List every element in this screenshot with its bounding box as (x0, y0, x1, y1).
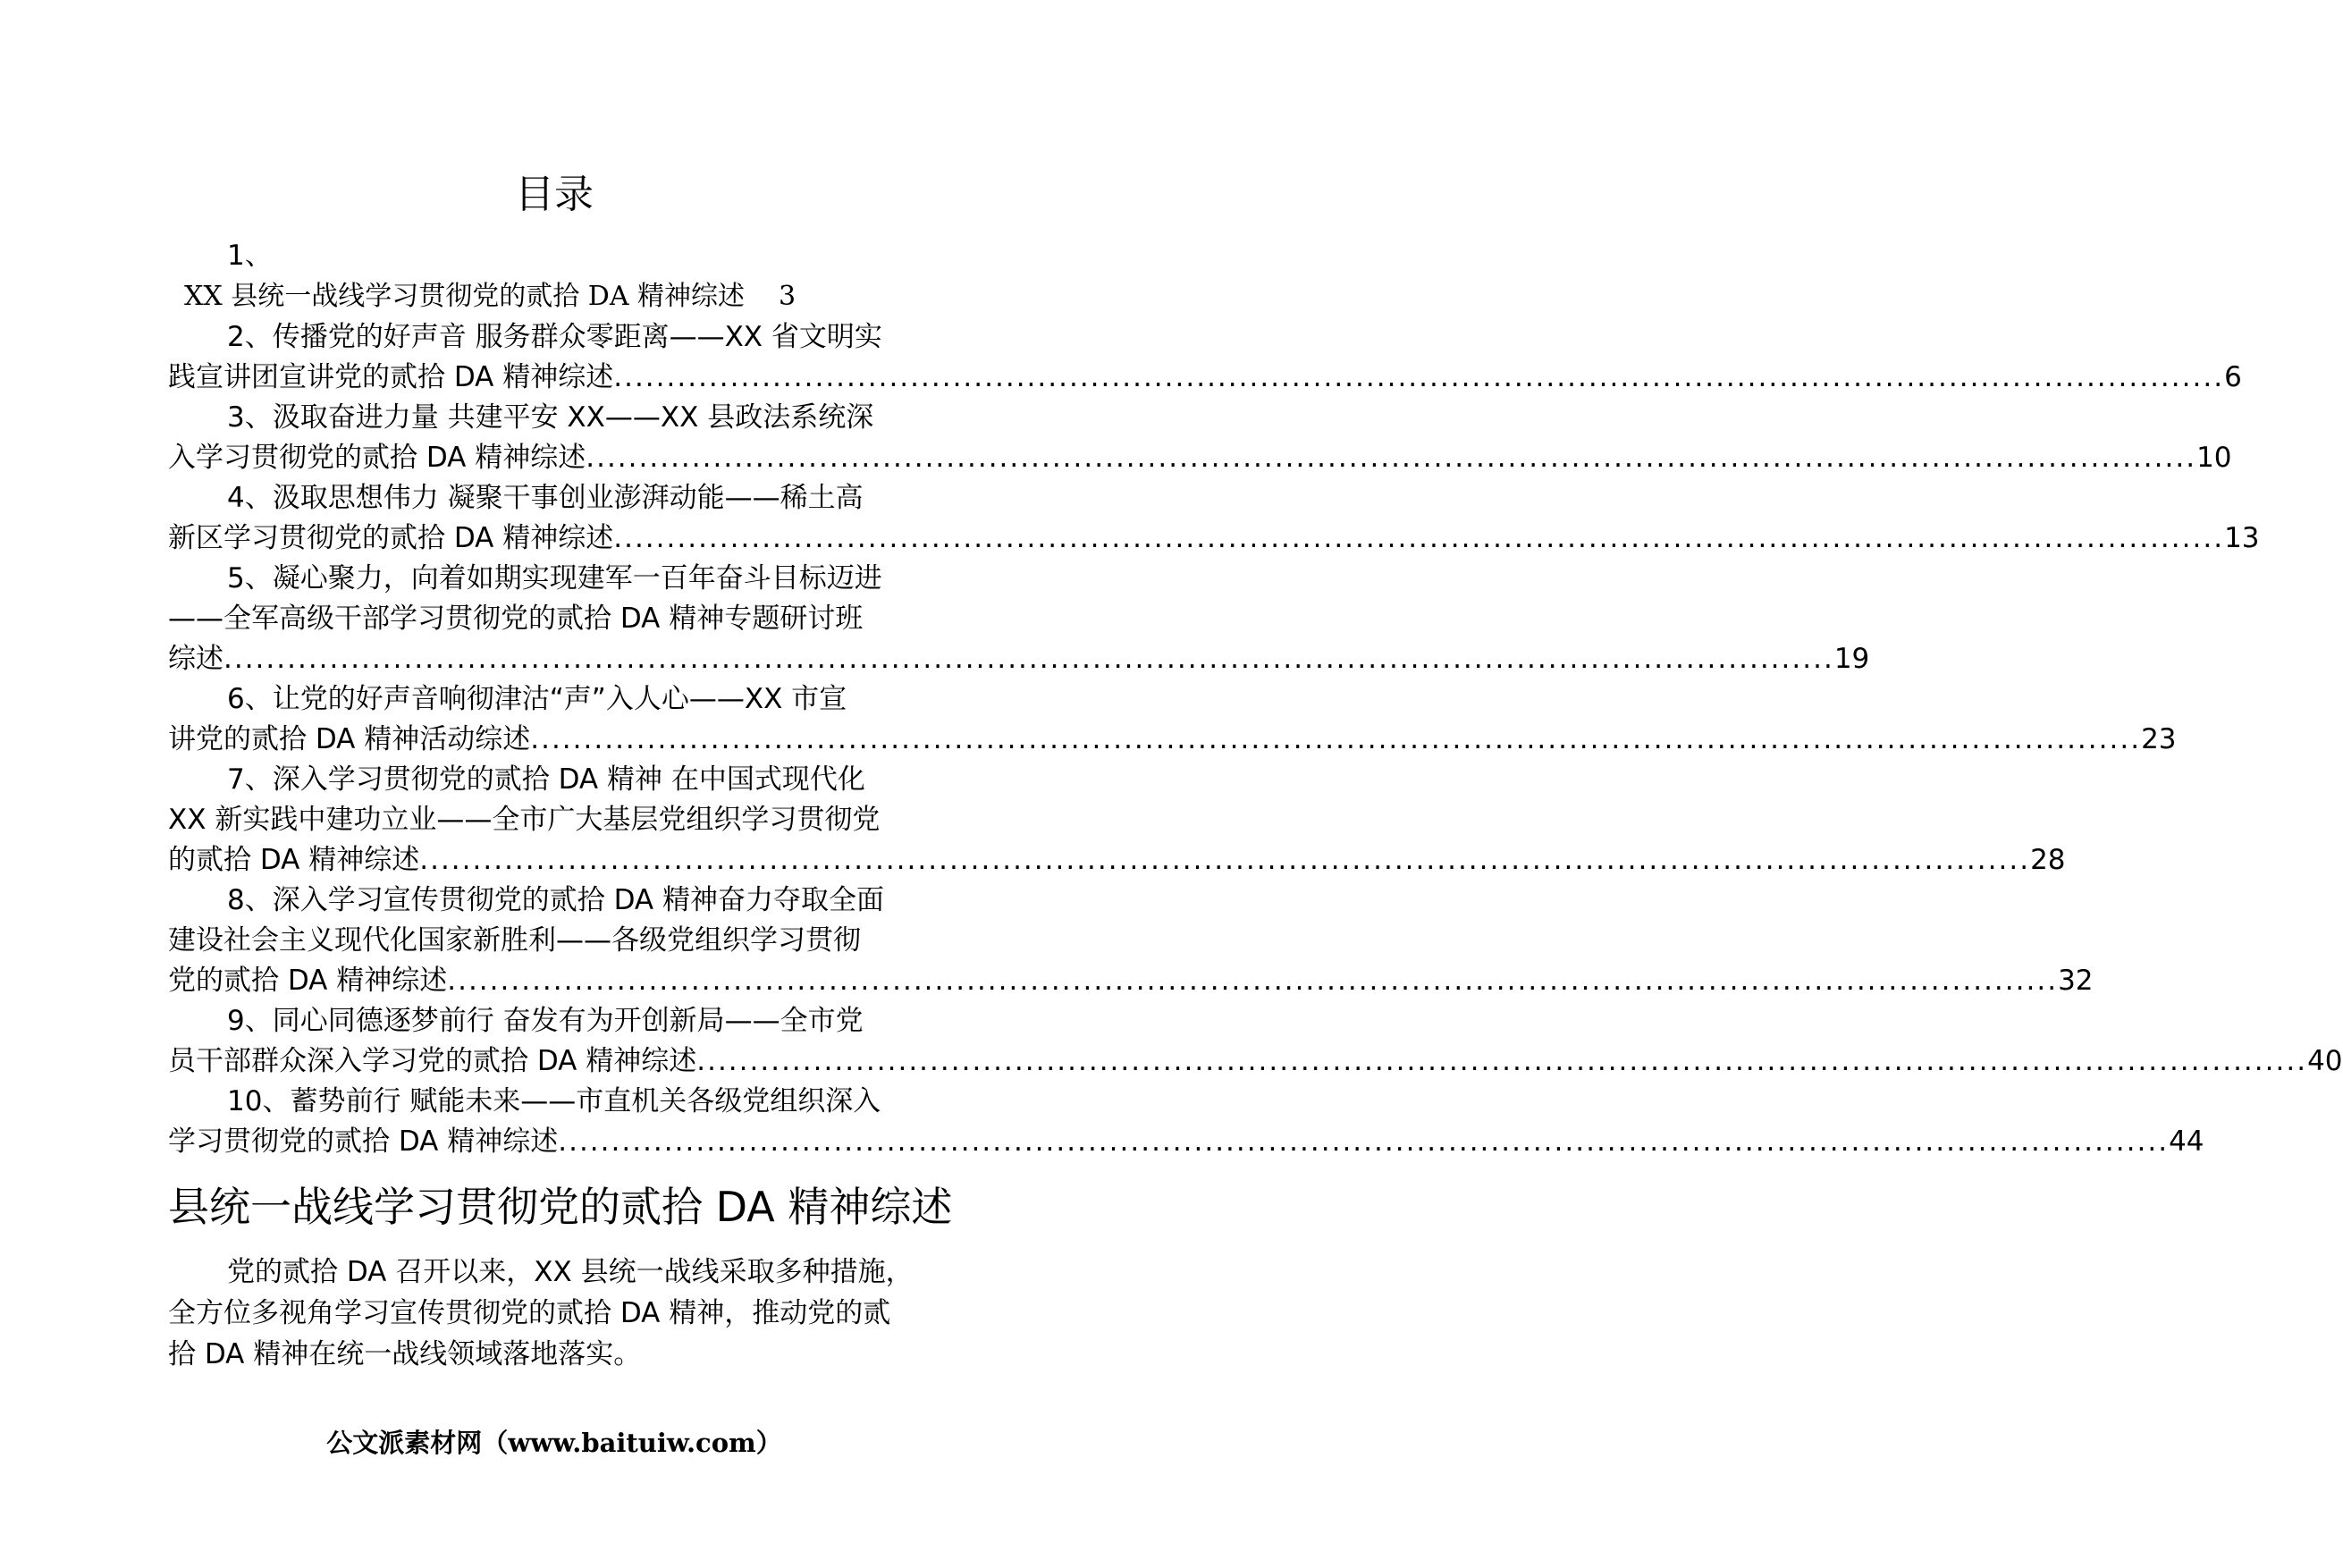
footer-watermark: 公文派素材网（www.baituiw.com） (326, 1428, 782, 1458)
body-line: 拾 DA 精神在统一战线领域落地落实。 (168, 1338, 642, 1370)
toc-item-4-text: 新区学习贯彻党的贰拾 DA 精神综述 (168, 522, 614, 554)
toc-leader: ........................................................................................................................................................ (558, 1125, 2170, 1158)
toc-item-2-line-1[interactable]: 2、传播党的好声音 服务群众零距离——XX 省文明实 (227, 321, 882, 353)
toc-leader: ........................................................................................................................................................ (696, 1045, 2308, 1077)
toc-item-3-page: 10 (2196, 442, 2232, 474)
table-of-contents (168, 236, 2343, 1162)
toc-leader: ........................................................................................................................................................ (530, 723, 2142, 755)
toc-item-6-line-2[interactable] (168, 720, 2177, 760)
toc-item-1-number[interactable]: 1、 (227, 240, 273, 272)
toc-item-8-text: 党的贰拾 DA 精神综述 (168, 965, 448, 997)
toc-item-5-text: 综述 (168, 643, 223, 675)
body-line: 全方位多视角学习宣传贯彻党的贰拾 DA 精神，推动党的贰 (168, 1297, 891, 1329)
toc-item-6-text: 讲党的贰拾 DA 精神活动综述 (168, 723, 531, 755)
toc-leader: ........................................................................................................................................................ (613, 361, 2225, 393)
toc-item-9-line-2[interactable] (168, 1041, 2343, 1082)
toc-item-8-line-3[interactable] (168, 961, 2094, 1001)
toc-item-1-text: XX 县统一战线学习贯彻党的贰拾 DA 精神综述 (184, 281, 746, 312)
toc-item-4-line-1[interactable]: 4、汲取思想伟力 凝聚干事创业澎湃动能——稀土高 (227, 482, 864, 514)
toc-item-7-line-2[interactable]: XX 新实践中建功立业——全市广大基层党组织学习贯彻党 (168, 804, 881, 836)
toc-item-7-line-1[interactable]: 7、深入学习贯彻党的贰拾 DA 精神 在中国式现代化 (227, 763, 865, 796)
toc-item-7-text: 的贰拾 DA 精神综述 (168, 844, 420, 876)
toc-item-1-page: 3 (779, 281, 796, 312)
toc-leader: ........................................................................................................................................................ (419, 844, 2031, 876)
toc-item-4-page: 13 (2224, 522, 2260, 554)
toc-item-8-page: 32 (2058, 965, 2094, 997)
toc-item-1[interactable] (168, 276, 942, 317)
toc-item-10-line-1[interactable]: 10、蓄势前行 赋能未来——市直机关各级党组织深入 (227, 1085, 881, 1117)
toc-leader: ........................................................................................................................................................ (613, 522, 2225, 554)
toc-item-7-page: 28 (2030, 844, 2066, 876)
section-title: 县统一战线学习贯彻党的贰拾 DA 精神综述 (168, 1183, 953, 1231)
body-line: 党的贰拾 DA 召开以来，XX 县统一战线采取多种措施， (227, 1256, 914, 1288)
body-paragraph (168, 1252, 973, 1375)
toc-item-5-line-3[interactable] (168, 639, 1870, 679)
toc-item-9-text: 员干部群众深入学习党的贰拾 DA 精神综述 (168, 1045, 697, 1077)
toc-item-2-text: 践宣讲团宣讲党的贰拾 DA 精神综述 (168, 361, 614, 393)
toc-item-8-line-2[interactable]: 建设社会主义现代化国家新胜利——各级党组织学习贯彻 (168, 924, 861, 957)
page-title: 目录 (515, 172, 594, 217)
toc-item-6-page: 23 (2141, 723, 2177, 755)
toc-item-4-line-2[interactable] (168, 518, 2260, 559)
toc-item-2-line-2[interactable] (168, 358, 2242, 398)
toc-item-3-line-1[interactable]: 3、汲取奋进力量 共建平安 XX——XX 县政法系统深 (227, 401, 874, 434)
toc-item-5-page: 19 (1833, 643, 1870, 675)
toc-item-6-line-1[interactable]: 6、让党的好声音响彻津沽“声”入人心——XX 市宣 (227, 683, 847, 715)
toc-item-8-line-1[interactable]: 8、深入学习宣传贯彻党的贰拾 DA 精神奋力夺取全面 (227, 884, 884, 916)
toc-item-10-page: 44 (2169, 1125, 2204, 1158)
toc-item-5-line-1[interactable]: 5、凝心聚力，向着如期实现建军一百年奋斗目标迈进 (227, 562, 882, 594)
toc-leader: ........................................................................................................................................................ (586, 442, 2197, 474)
toc-item-3-text: 入学习贯彻党的贰拾 DA 精神综述 (168, 442, 586, 474)
toc-leader: ........................................................................................................................................................ (447, 965, 2059, 997)
toc-leader: ........................................................................................................................................................ (223, 643, 1834, 675)
toc-item-9-page: 40 (2307, 1045, 2343, 1077)
toc-item-10-line-2[interactable] (168, 1122, 2204, 1162)
toc-item-10-text: 学习贯彻党的贰拾 DA 精神综述 (168, 1125, 559, 1158)
toc-item-9-line-1[interactable]: 9、同心同德逐梦前行 奋发有为开创新局——全市党 (227, 1005, 864, 1037)
toc-item-3-line-2[interactable] (168, 438, 2232, 478)
toc-item-5-line-2[interactable]: ——全军高级干部学习贯彻党的贰拾 DA 精神专题研讨班 (168, 603, 864, 635)
toc-item-7-line-3[interactable] (168, 840, 2066, 881)
toc-item-2-page: 6 (2224, 361, 2242, 393)
